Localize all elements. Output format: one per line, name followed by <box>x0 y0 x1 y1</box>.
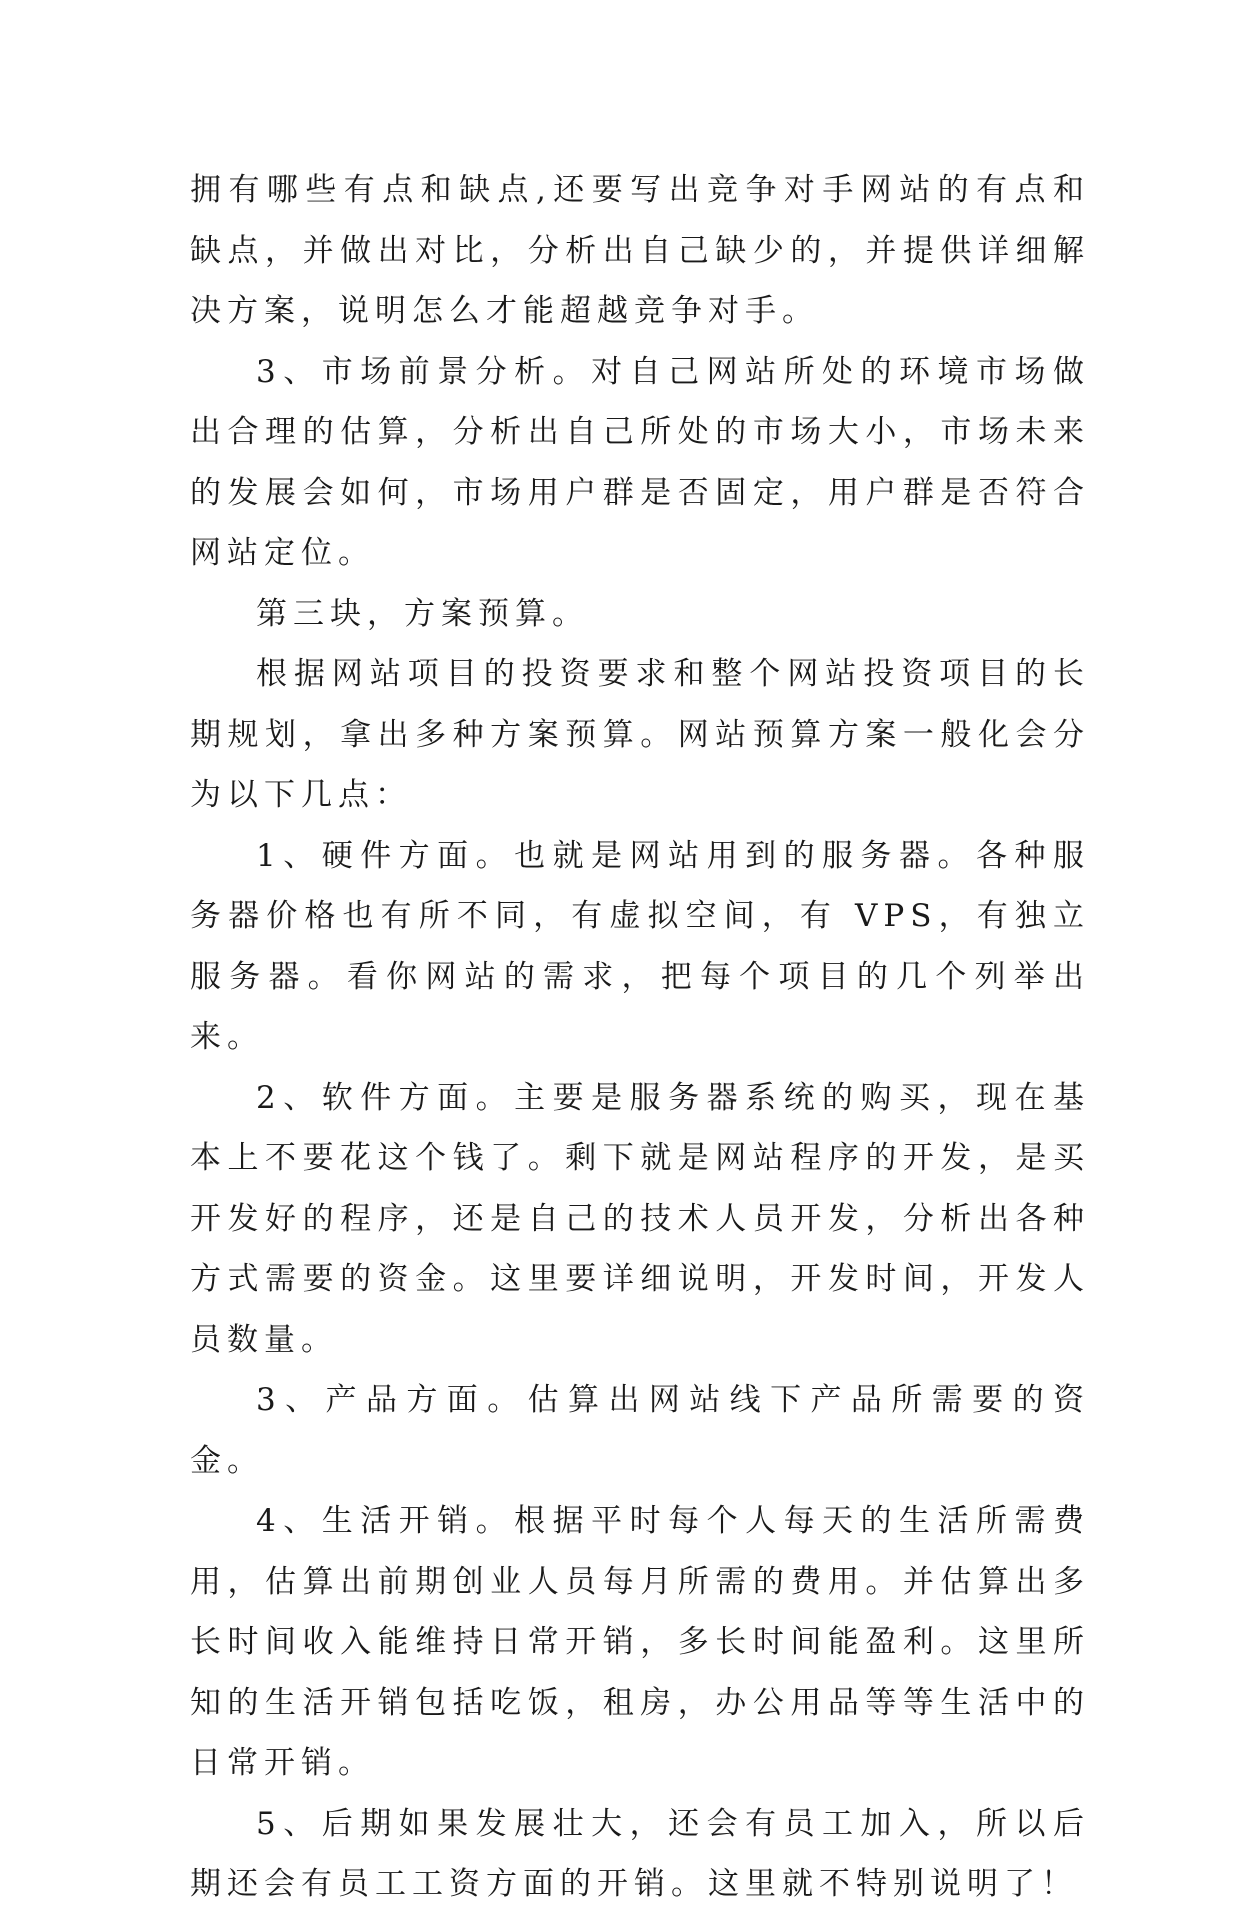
paragraph-staff-salary: 5、后期如果发展壮大，还会有员工加入，所以后期还会有员工工资方面的开销。这里就不特别说明了！ <box>190 1805 1090 1902</box>
paragraph-budget-intro: 根据网站项目的投资要求和整个网站投资项目的长期规划，拿出多种方案预算。网站预算方案一般化会分为以下几点： <box>190 656 1090 813</box>
section-heading-budget: 第三块，方案预算。 <box>256 595 589 632</box>
paragraph-continuation: 拥有哪些有点和缺点,还要写出竞争对手网站的有点和缺点，并做出对比，分析出自己缺少的，并提供详细解决方案，说明怎么才能超越竞争对手。 <box>190 172 1090 329</box>
paragraph-market-outlook: 3、市场前景分析。对自己网站所处的环境市场做出合理的估算，分析出自己所处的市场大小，市场未来的发展会如何，市场用户群是否固定，用户群是否符合网站定位。 <box>190 353 1090 571</box>
paragraph-living-expenses: 4、生活开销。根据平时每个人每天的生活所需费用，估算出前期创业人员每月所需的费用。并估算出多长时间收入能维持日常开销，多长时间能盈利。这里所知的生活开销包括吃饭，租房，办公用品等等生活中的日常开销。 <box>190 1503 1090 1781</box>
paragraph-software: 2、软件方面。主要是服务器系统的购买，现在基本上不要花这个钱了。剩下就是网站程序的开发，是买开发好的程序，还是自己的技术人员开发，分析出各种方式需要的资金。这里要详细说明，开发时间，开发人员数量。 <box>190 1079 1090 1358</box>
paragraph-product: 3、产品方面。估算出网站线下产品所需要的资金。 <box>190 1382 1090 1479</box>
paragraph-hardware: 1、硬件方面。也就是网站用到的服务器。各种服务器价格也有所不同，有虚拟空间，有 VPS，有独立服务器。看你网站的需求，把每个项目的几个列举出来。 <box>190 837 1090 1055</box>
document-body <box>190 160 1090 1915</box>
